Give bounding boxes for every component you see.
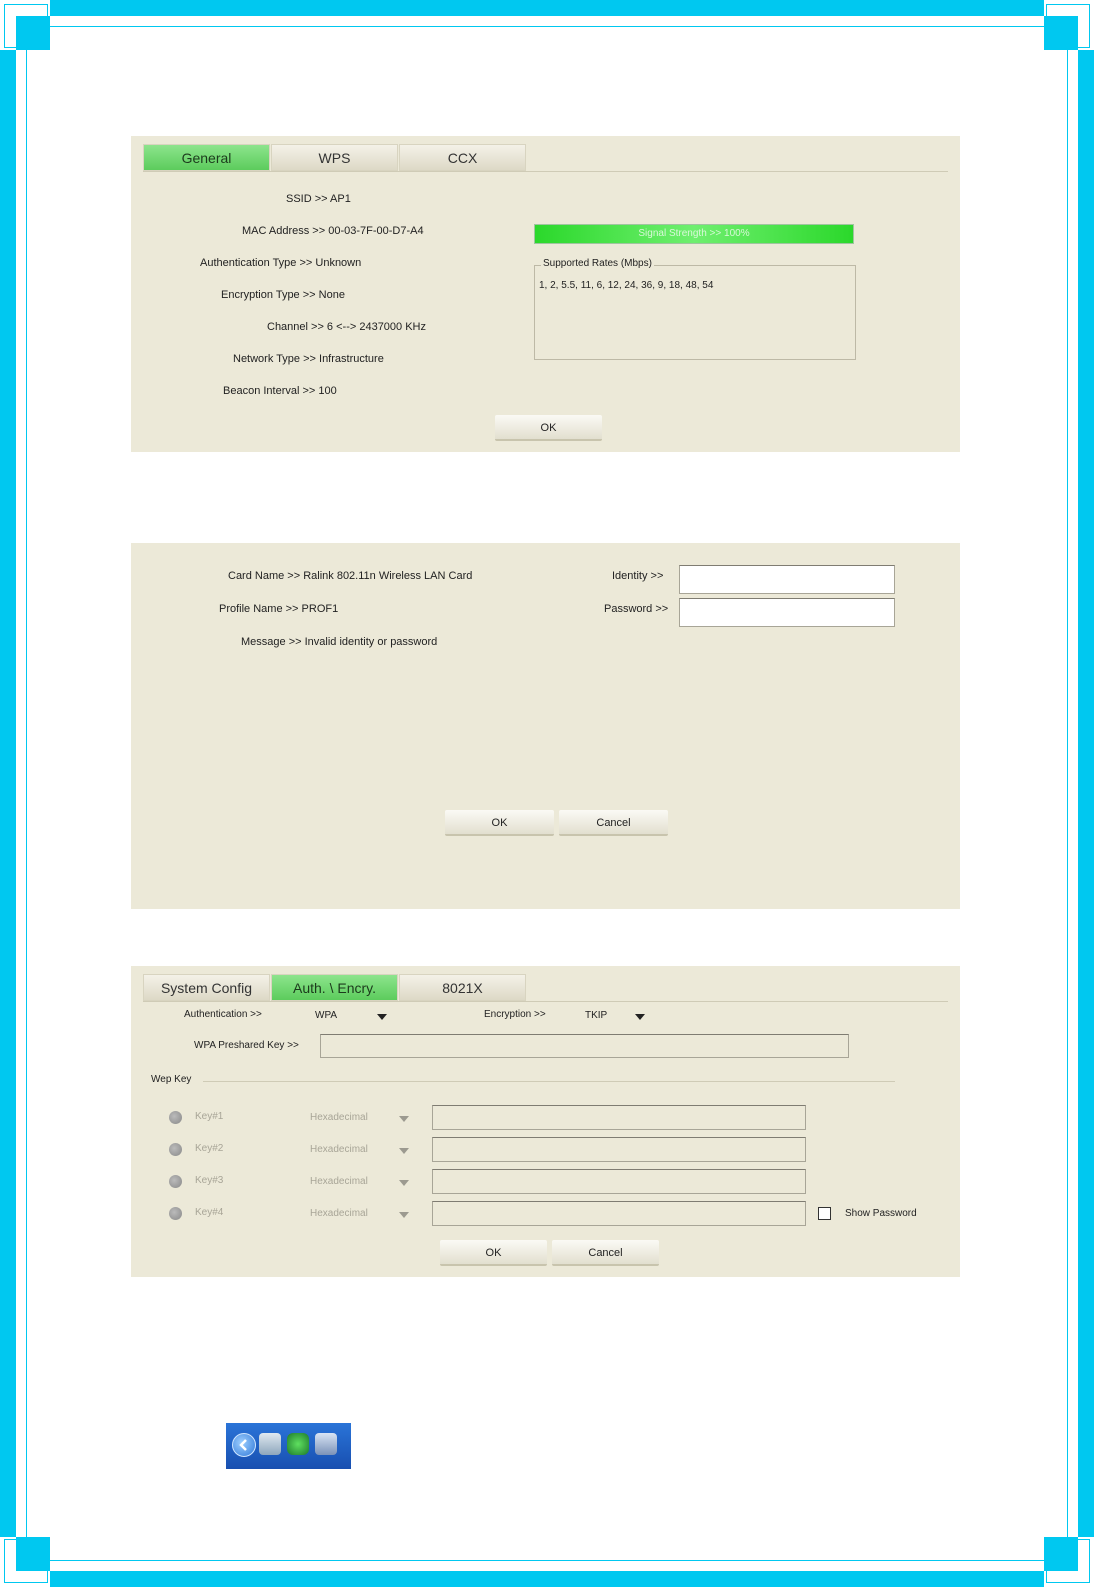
- show-password-checkbox[interactable]: [818, 1207, 831, 1220]
- key1-label: Key#1: [195, 1111, 224, 1122]
- identity-label: Identity >>: [612, 570, 664, 582]
- wpa-preshared-key-label: WPA Preshared Key >>: [194, 1040, 299, 1051]
- key2-input[interactable]: [432, 1137, 806, 1162]
- beacon-interval-field: Beacon Interval >> 100: [223, 385, 337, 397]
- wep-key-section-title: Wep Key: [151, 1074, 192, 1085]
- chevron-down-icon: [377, 1014, 387, 1020]
- key1-input[interactable]: [432, 1105, 806, 1130]
- supported-rates-value: 1, 2, 5.5, 11, 6, 12, 24, 36, 9, 18, 48, 54: [539, 280, 714, 291]
- network-type-field: Network Type >> Infrastructure: [233, 353, 384, 365]
- key4-radio[interactable]: [169, 1207, 182, 1220]
- key1-format-select[interactable]: Hexadecimal: [310, 1112, 368, 1123]
- monitor-icon[interactable]: [315, 1433, 337, 1455]
- key3-radio[interactable]: [169, 1175, 182, 1188]
- ralink-utility-icon[interactable]: [287, 1433, 309, 1455]
- chevron-down-icon: [635, 1014, 645, 1020]
- message-field: Message >> Invalid identity or password: [241, 636, 438, 648]
- tab-auth-encry[interactable]: Auth. \ Encry.: [271, 974, 398, 1001]
- encryption-label: Encryption >>: [484, 1009, 546, 1020]
- security-panel: [131, 966, 960, 1277]
- general-panel: [131, 136, 960, 452]
- key1-radio[interactable]: [169, 1111, 182, 1124]
- key3-format-select[interactable]: Hexadecimal: [310, 1176, 368, 1187]
- mac-address-field: MAC Address >> 00-03-7F-00-D7-A4: [242, 225, 424, 237]
- authentication-type-field: Authentication Type >> Unknown: [200, 257, 362, 269]
- back-arrow-icon[interactable]: [232, 1433, 256, 1457]
- auth-cancel-button[interactable]: Cancel: [559, 810, 668, 836]
- authentication-label: Authentication >>: [184, 1009, 262, 1020]
- key2-format-select[interactable]: Hexadecimal: [310, 1144, 368, 1155]
- channel-field: Channel >> 6 <--> 2437000 KHz: [267, 321, 427, 333]
- authentication-value: WPA: [315, 1010, 338, 1021]
- general-ok-button[interactable]: OK: [495, 415, 602, 441]
- general-tab-bar: [143, 144, 527, 171]
- supported-rates-title: Supported Rates (Mbps): [543, 258, 652, 269]
- security-tab-bar: [143, 974, 527, 1001]
- tab-divider: [143, 1001, 948, 1002]
- key4-label: Key#4: [195, 1207, 224, 1218]
- authentication-select[interactable]: [311, 1007, 401, 1025]
- signal-strength-bar: [534, 224, 854, 244]
- ssid-field: SSID >> AP1: [286, 193, 351, 205]
- card-name-field: Card Name >> Ralink 802.11n Wireless LAN Card: [228, 570, 473, 582]
- chevron-down-icon: [399, 1116, 409, 1122]
- tab-8021x[interactable]: 8021X: [399, 974, 526, 1001]
- key3-label: Key#3: [195, 1175, 224, 1186]
- show-password-label: Show Password: [845, 1208, 917, 1219]
- profile-name-field: Profile Name >> PROF1: [219, 603, 339, 615]
- key3-input[interactable]: [432, 1169, 806, 1194]
- tab-system-config[interactable]: System Config: [143, 974, 270, 1001]
- supported-rates-group: [534, 258, 856, 360]
- signal-strength-label: Signal Strength >> 100%: [638, 228, 750, 239]
- encryption-select[interactable]: [581, 1007, 671, 1025]
- encryption-value: TKIP: [585, 1010, 608, 1021]
- auth-ok-button[interactable]: OK: [445, 810, 554, 836]
- security-ok-button[interactable]: OK: [440, 1240, 547, 1266]
- tab-ccx[interactable]: CCX: [399, 144, 526, 171]
- key2-label: Key#2: [195, 1143, 224, 1154]
- key4-input[interactable]: [432, 1201, 806, 1226]
- tab-wps[interactable]: WPS: [271, 144, 398, 171]
- password-label: Password >>: [604, 603, 669, 615]
- chevron-down-icon: [399, 1148, 409, 1154]
- key2-radio[interactable]: [169, 1143, 182, 1156]
- tab-general[interactable]: General: [143, 144, 270, 171]
- encryption-type-field: Encryption Type >> None: [221, 289, 345, 301]
- chevron-down-icon: [399, 1180, 409, 1186]
- system-tray: [226, 1423, 351, 1469]
- chevron-down-icon: [399, 1212, 409, 1218]
- key4-format-select[interactable]: Hexadecimal: [310, 1208, 368, 1219]
- network-icon[interactable]: [259, 1433, 281, 1455]
- security-cancel-button[interactable]: Cancel: [552, 1240, 659, 1266]
- password-input[interactable]: [679, 598, 895, 627]
- wpa-preshared-key-input[interactable]: [320, 1034, 849, 1058]
- identity-input[interactable]: [679, 565, 895, 594]
- tab-divider: [143, 171, 948, 172]
- wep-key-separator: [203, 1081, 895, 1082]
- auth-panel: [131, 543, 960, 909]
